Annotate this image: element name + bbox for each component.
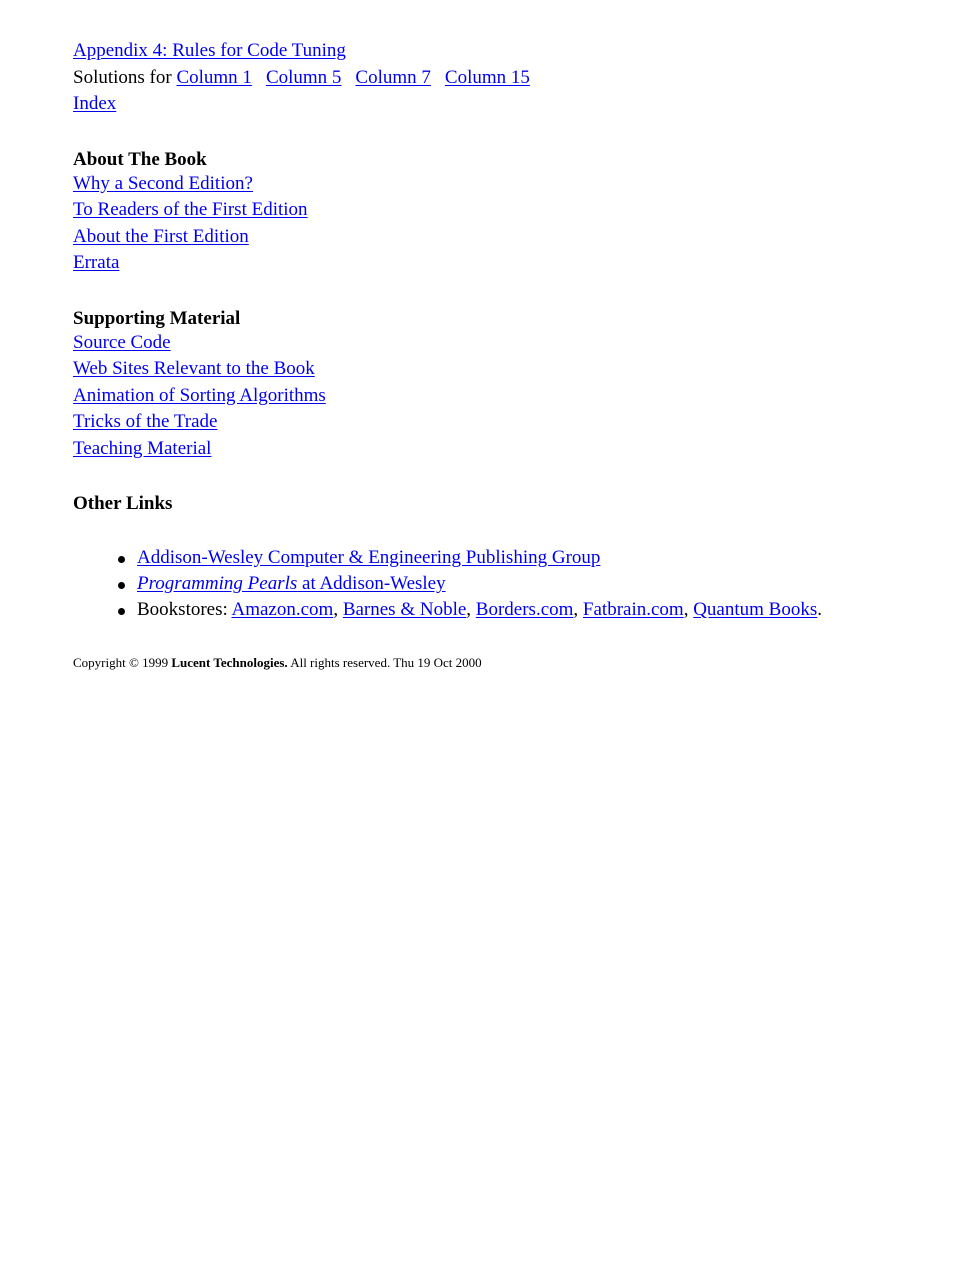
appendix-4-link[interactable]: Appendix 4: Rules for Code Tuning [73, 40, 346, 61]
solutions-label: Solutions for [73, 66, 177, 88]
about-item [73, 197, 953, 224]
about-item [73, 224, 953, 251]
solution-column-5-link[interactable]: Column 5 [265, 66, 342, 88]
page-content [73, 38, 953, 671]
index-link[interactable]: Index [73, 93, 117, 114]
supporting-heading: Supporting Material [73, 307, 241, 329]
amazon-link[interactable]: Amazon.com [231, 599, 334, 620]
solution-column-15-link[interactable]: Column 15 [444, 66, 530, 88]
separator: , [333, 599, 343, 620]
solution-column-7-link[interactable]: Column 7 [355, 66, 431, 88]
about-heading: About The Book [73, 148, 207, 170]
readers-first-edition-link[interactable]: To Readers of the First Edition [73, 199, 308, 220]
separator: , [466, 599, 476, 620]
teaching-material-link[interactable]: Teaching Material [73, 437, 212, 459]
supporting-item [73, 436, 953, 463]
solution-column-1-link[interactable]: Column 1 [176, 66, 252, 88]
barnes-noble-link[interactable]: Barnes & Noble [342, 599, 467, 620]
supporting-item [73, 330, 953, 357]
source-code-link[interactable]: Source Code [73, 331, 171, 353]
separator: , [683, 599, 694, 620]
list-item [73, 571, 953, 597]
company-name: Lucent Technologies. [171, 655, 288, 670]
solutions-row [73, 65, 953, 92]
errata-link[interactable]: Errata [73, 252, 120, 273]
about-item [73, 171, 953, 198]
index-row [73, 91, 953, 118]
pp-at-aw-link[interactable] [137, 573, 446, 594]
web-sites-link[interactable]: Web Sites Relevant to the Book [73, 358, 315, 379]
separator: , [573, 599, 583, 620]
supporting-item [73, 409, 953, 436]
aw-publishing-group-link[interactable]: Addison-Wesley Computer & Engineering Publishing Group [137, 547, 601, 568]
borders-link[interactable]: Borders.com [475, 599, 574, 620]
other-links-list [73, 545, 953, 623]
bullet-icon [118, 556, 125, 563]
fatbrain-link[interactable]: Fatbrain.com [582, 599, 684, 620]
supporting-item [73, 356, 953, 383]
bullet-icon [118, 608, 125, 615]
list-item [73, 597, 953, 623]
rights-and-date: All rights reserved. Thu 19 Oct 2000 [287, 655, 482, 670]
bookstores-label: Bookstores: [137, 599, 232, 620]
supporting-item [73, 383, 953, 410]
sorting-animation-link[interactable]: Animation of Sorting Algorithms [73, 384, 326, 406]
about-first-edition-link[interactable]: About the First Edition [73, 225, 249, 247]
why-second-edition-link[interactable]: Why a Second Edition? [73, 172, 253, 194]
pp-suffix: at Addison-Wesley [297, 573, 446, 594]
other-links-heading: Other Links [73, 493, 173, 514]
about-item [73, 250, 953, 277]
top-link-row [73, 38, 953, 65]
copyright-footer [73, 655, 953, 671]
end-period: . [817, 599, 822, 620]
tricks-of-trade-link[interactable]: Tricks of the Trade [73, 411, 218, 432]
book-title: Programming Pearls [137, 573, 298, 594]
bullet-icon [118, 582, 125, 589]
quantum-books-link[interactable]: Quantum Books [693, 599, 818, 620]
list-item [73, 545, 953, 571]
copyright-prefix: Copyright © 1999 [73, 655, 172, 670]
